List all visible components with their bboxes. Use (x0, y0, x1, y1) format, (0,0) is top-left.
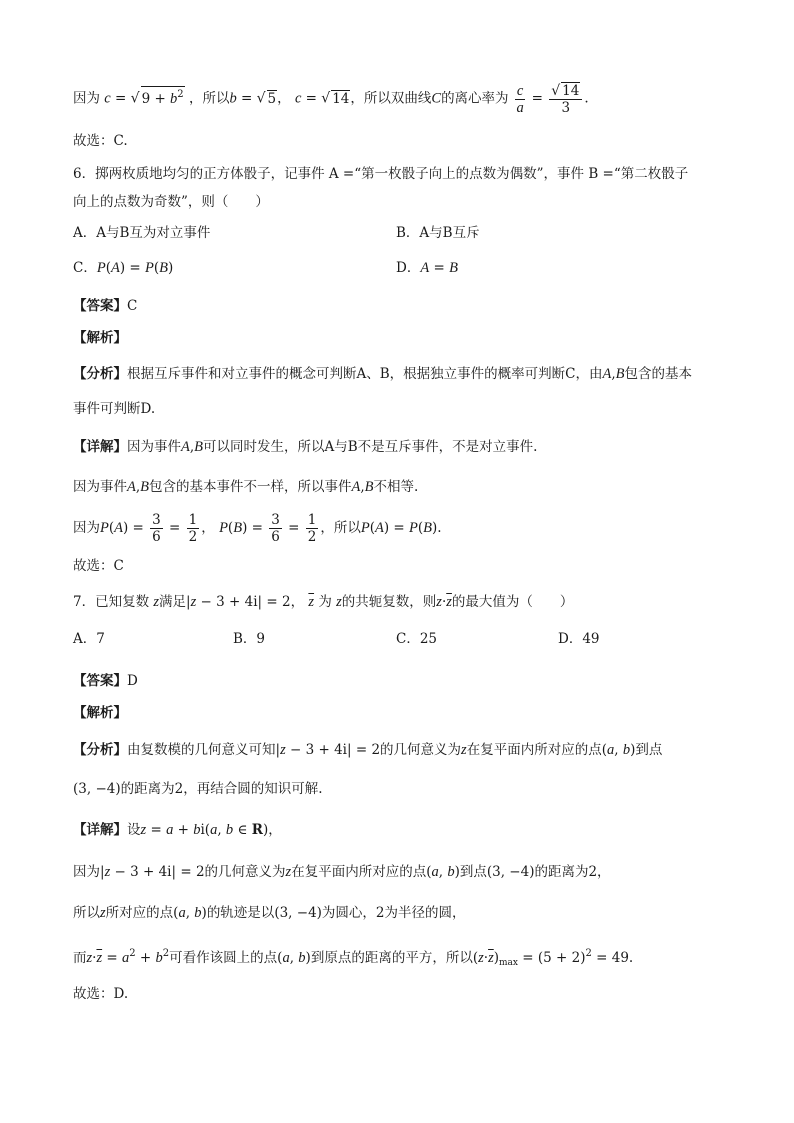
q7-xiangjie-line1: 【详解】设z = a + bi(a, b ∈ R)， (73, 822, 282, 838)
q6-final-answer: 故选：C (73, 558, 124, 574)
q6-option-c: C．P(A) = P(B) (73, 260, 174, 276)
q6-xiangjie-line3: 因为P(A) = $\frac{3}{6}$ = $\frac{1}{2}$ ， P(B) = $\frac{3}{6}$ = $\frac{1}{2}$ ，所以P(A) = P(B). (73, 512, 442, 545)
q7-final-answer: 故选：D. (73, 986, 129, 1002)
eccentricity-fraction-value: $\frac{√ 14}{3}$ (549, 82, 582, 116)
q6-stem-line2: 向上的点数为奇数”，则（ ） (73, 194, 269, 210)
prev-answer: 故选：C. (73, 133, 128, 149)
prev-solution-line: 因为 c = √ $9 + b^2$ ，所以b = √ 5， c = √ 14，所以双曲线C的离心率为 $\frac{c}{a}$ = $\frac{√ 14}{3}$ . (73, 82, 589, 116)
q7-answer: 【答案】D (73, 673, 138, 689)
q7-option-a: A．7 (73, 631, 105, 647)
q6-answer: 【答案】C (73, 298, 138, 314)
q7-option-c: C．25 (396, 631, 438, 647)
q6-xiangjie-line1: 【详解】因为事件A,B可以同时发生，所以A与B不是互斥事件，不是对立事件. (73, 439, 538, 455)
q6-fenxi-line1: 【分析】根据互斥事件和对立事件的概念可判断A、B，根据独立事件的概率可判断C，由A,B包含的基本 (73, 366, 693, 382)
eccentricity-fraction-ca: $\frac{c}{a}$ (516, 82, 524, 116)
q6-analysis-tag: 【解析】 (73, 330, 127, 346)
q6-option-b: B．A与B互斥 (396, 225, 480, 241)
q7-xiangjie-line2: 因为|z − 3 + 4i| = 2的几何意义为z在复平面内所对应的点(a, b)到点(3, −4)的距离为2， (73, 864, 611, 880)
q7-fenxi-line1: 【分析】由复数模的几何意义可知|z − 3 + 4i| = 2的几何意义为z在复平面内所对应的点(a, b)到点 (73, 742, 663, 758)
q6-fenxi-line2: 事件可判断D. (73, 401, 156, 417)
q6-option-a: A．A与B互为对立事件 (73, 225, 211, 241)
q7-option-b: B．9 (233, 631, 266, 647)
q7-xiangjie-line3: 所以z所对应的点(a, b)的轨迹是以(3, −4)为圆心，2为半径的圆， (73, 905, 466, 921)
q6-xiangjie-line2: 因为事件A,B包含的基本事件不一样，所以事件A,B不相等. (73, 479, 419, 495)
q6-option-d: D．A = B (396, 260, 458, 276)
q6-stem-line1: 6．掷两枚质地均匀的正方体骰子，记事件 A =“第一枚骰子向上的点数为偶数”，事件 B =“第二枚骰子 (73, 166, 689, 182)
q7-xiangjie-line4: 而$z\cdot\overline{z} = a^2 + b^2$可看作该圆上的点(a, b)到原点的距离的平方，所以$(z\cdot\overline{z})_{max} = (5 + 2)^2 = 49$. (73, 948, 634, 968)
q7-option-d: D．49 (558, 631, 600, 647)
q7-fenxi-line2: (3, −4)的距离为2，再结合圆的知识可解. (73, 781, 323, 797)
q7-analysis-tag: 【解析】 (73, 705, 127, 721)
q7-stem: 7．已知复数 z满足|z − 3 + 4i| = 2， $\overline{z}$ 为 z的共轭复数，则$z\cdot\overline{z}$的最大值为（ ） (73, 594, 574, 610)
